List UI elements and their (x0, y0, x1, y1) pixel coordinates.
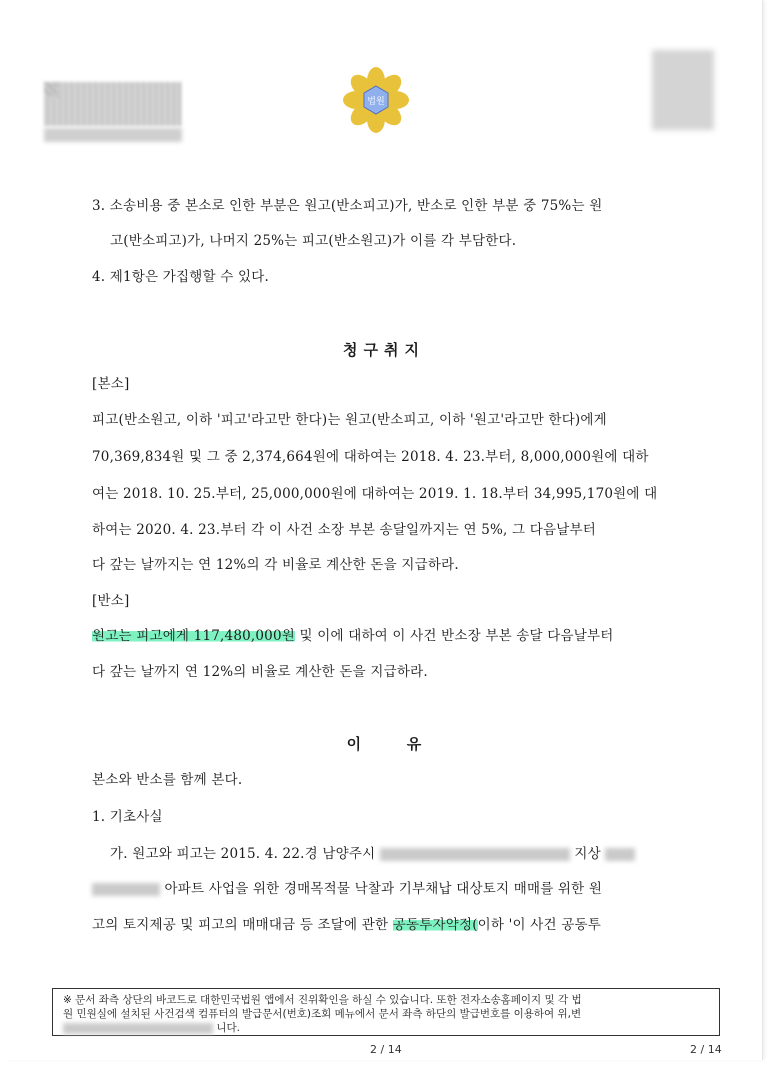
counter-claim-line1-rest: 및 이에 대하여 이 사건 반소장 부본 송달 다음날부터 (295, 628, 614, 644)
section1-line3-end: 이하 '이 사건 공동투 (477, 917, 601, 933)
lot-redacted (605, 848, 635, 861)
section1-line1-start: 가. 원고와 피고는 2015. 4. 22.경 남양주시 (110, 846, 376, 862)
page-number-right: 2 / 14 (690, 1043, 722, 1056)
section1-line3-start: 고의 토지제공 및 피고의 매매대금 등 조달에 관한 (92, 917, 393, 933)
highlighted-agreement: 공동투자약정( (392, 917, 478, 933)
notice-line3 (63, 1021, 709, 1035)
judgment-item-3-line2: 고(반소피고)가, 나머지 25%는 피고(반소원고)가 이를 각 부담한다. (110, 233, 517, 249)
section1-line1-end: 지상 (574, 846, 601, 862)
apartment-name-redacted (92, 883, 160, 896)
address-redacted (380, 848, 570, 861)
notice-line2: 원 민원실에 설치된 사건검색 컴퓨터의 발급문서(번호)조회 메뉴에서 문서 좌측 하단의 발급번호를 이용하여 위,변 (63, 1008, 582, 1020)
barcode-image (44, 82, 182, 126)
notice-redacted (63, 1023, 213, 1034)
issue-number-redacted (44, 128, 182, 142)
court-seal-icon (338, 66, 414, 134)
section1-title: 1. 기초사실 (92, 809, 163, 825)
judgment-item-3-line1: 3. 소송비용 중 본소로 인한 부분은 원고(반소피고)가, 반소로 인한 부분 중 75%는 원 (92, 198, 603, 214)
main-claim-label: [본소] (92, 376, 130, 392)
main-claim-line: 피고(반소원고, 이하 '피고'라고만 한다)는 원고(반소피고, 이하 '원고'라고만 한다)에게 (92, 412, 607, 428)
counter-claim-line1 (92, 627, 672, 645)
reason-title: 이 유 (346, 735, 422, 753)
verification-notice (52, 988, 720, 1036)
section1-line1 (110, 845, 690, 863)
notice-line1: ※ 문서 좌측 상단의 바코드로 대한민국법원 앱에서 진위확인을 하실 수 있습니다. 또한 전자소송홈페이지 및 각 법 (63, 994, 582, 1006)
main-claim-line: 다 갚는 날까지는 연 12%의 각 비율로 계산한 돈을 지급하라. (92, 557, 459, 573)
counter-claim-label: [반소] (92, 593, 130, 609)
notice-line3-end: 니다. (216, 1022, 240, 1034)
page-number-center: 2 / 14 (370, 1043, 402, 1056)
main-claim-line: 여는 2018. 10. 25.부터, 25,000,000원에 대하여는 2019. 1. 18.부터 34,995,170원에 대 (92, 486, 658, 502)
claim-title: 청구취지 (343, 341, 425, 359)
section1-line3 (92, 916, 672, 934)
seal-text: 법원 (367, 97, 385, 107)
main-claim-line: 하여는 2020. 4. 23.부터 각 이 사건 소장 부본 송달일까지는 연 5%, 그 다음날부터 (92, 522, 596, 538)
highlighted-amount: 원고는 피고에게 117,480,000원 (92, 628, 295, 644)
section1-line2 (92, 880, 672, 898)
qr-code-redacted (652, 50, 714, 130)
judgment-item-4: 4. 제1항은 가집행할 수 있다. (92, 269, 269, 285)
main-claim-line: 70,369,834원 및 그 중 2,374,664원에 대하여는 2018. 4. 23.부터, 8,000,000원에 대하 (92, 449, 649, 465)
section1-line2-text: 아파트 사업을 위한 경매목적물 낙찰과 기부채납 대상토지 매매를 위한 원 (164, 881, 603, 897)
counter-claim-line2: 다 갚는 날까지 연 12%의 비율로 계산한 돈을 지급하라. (92, 664, 428, 680)
reason-intro: 본소와 반소를 함께 본다. (92, 772, 243, 788)
